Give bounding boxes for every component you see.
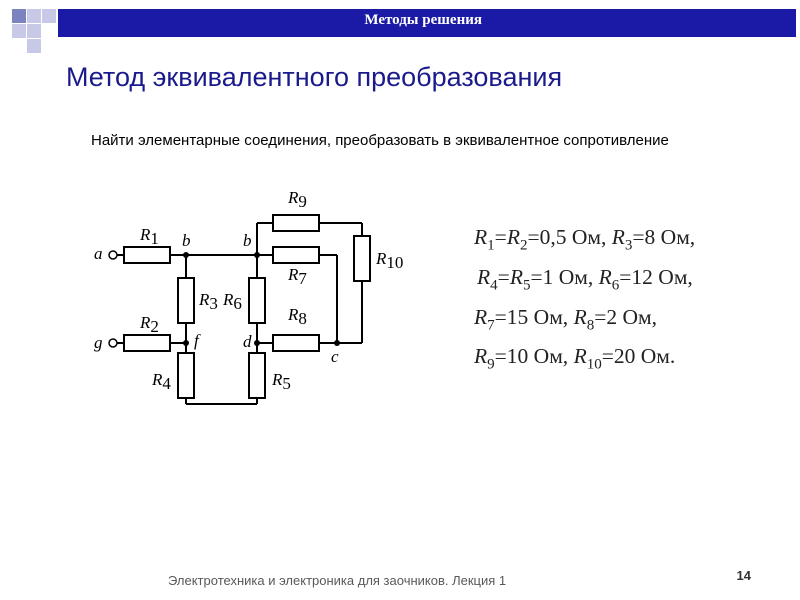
resistor-r8 (273, 335, 319, 351)
resistor-r10 (354, 236, 370, 281)
section-title: Методы решения (364, 12, 482, 28)
label-r1: R1 (140, 225, 159, 248)
page-number: 14 (736, 568, 751, 583)
resistor-r1 (124, 247, 170, 263)
label-r2: R2 (140, 313, 159, 336)
label-node-f: f (194, 331, 199, 350)
node-dot-b2 (254, 252, 260, 258)
label-node-b2: b (243, 231, 252, 250)
node-dot-f (183, 340, 189, 346)
parameter-line: $R_9=10$ Ом, $R_{10}=20$ Ом. (474, 344, 676, 373)
parameter-line: $R_4=R_5=1$ Ом, $R_6=12$ Ом, (477, 264, 693, 294)
resistor-r5 (249, 353, 265, 398)
label-r9: R9 (288, 188, 307, 211)
label-node-d: d (243, 332, 252, 351)
label-node-c: c (331, 347, 339, 366)
label-terminal-g: g (94, 333, 103, 352)
slide-title: Метод эквивалентного преобразования (66, 62, 563, 92)
resistor-r9 (273, 215, 319, 231)
label-r5: R5 (272, 370, 291, 393)
label-r4: R4 (152, 370, 171, 393)
node-dot-c (334, 340, 340, 346)
slide-subtitle: Найти элементарные соединения, преобразовать в эквивалентное сопротивление (91, 132, 669, 149)
terminal-a (109, 251, 117, 259)
parameter-line: $R_7=15$ Ом, $R_8=2$ Ом, (474, 304, 657, 333)
resistor-r2 (124, 335, 170, 351)
node-dot-d (254, 340, 260, 346)
label-r6: R6 (223, 290, 242, 313)
label-terminal-a: a (94, 244, 103, 263)
label-r8: R8 (288, 305, 307, 328)
footer-text: Электротехника и электроника для заочников. Лекция 1 (168, 573, 507, 588)
resistor-r3 (178, 278, 194, 323)
parameters-block (474, 222, 695, 381)
label-r3: R3 (199, 290, 218, 313)
label-node-b1: b (182, 231, 191, 250)
resistor-r7 (273, 247, 319, 263)
label-r7: R7 (288, 265, 307, 288)
resistor-r4 (178, 353, 194, 398)
label-r10: R10 (376, 249, 404, 272)
parameter-line: $R_1=R_2=0,5$ Ом, $R_3=8$ Ом, (474, 225, 696, 254)
resistor-r6 (249, 278, 265, 323)
terminal-g (109, 339, 117, 347)
node-dot-b1 (183, 252, 189, 258)
